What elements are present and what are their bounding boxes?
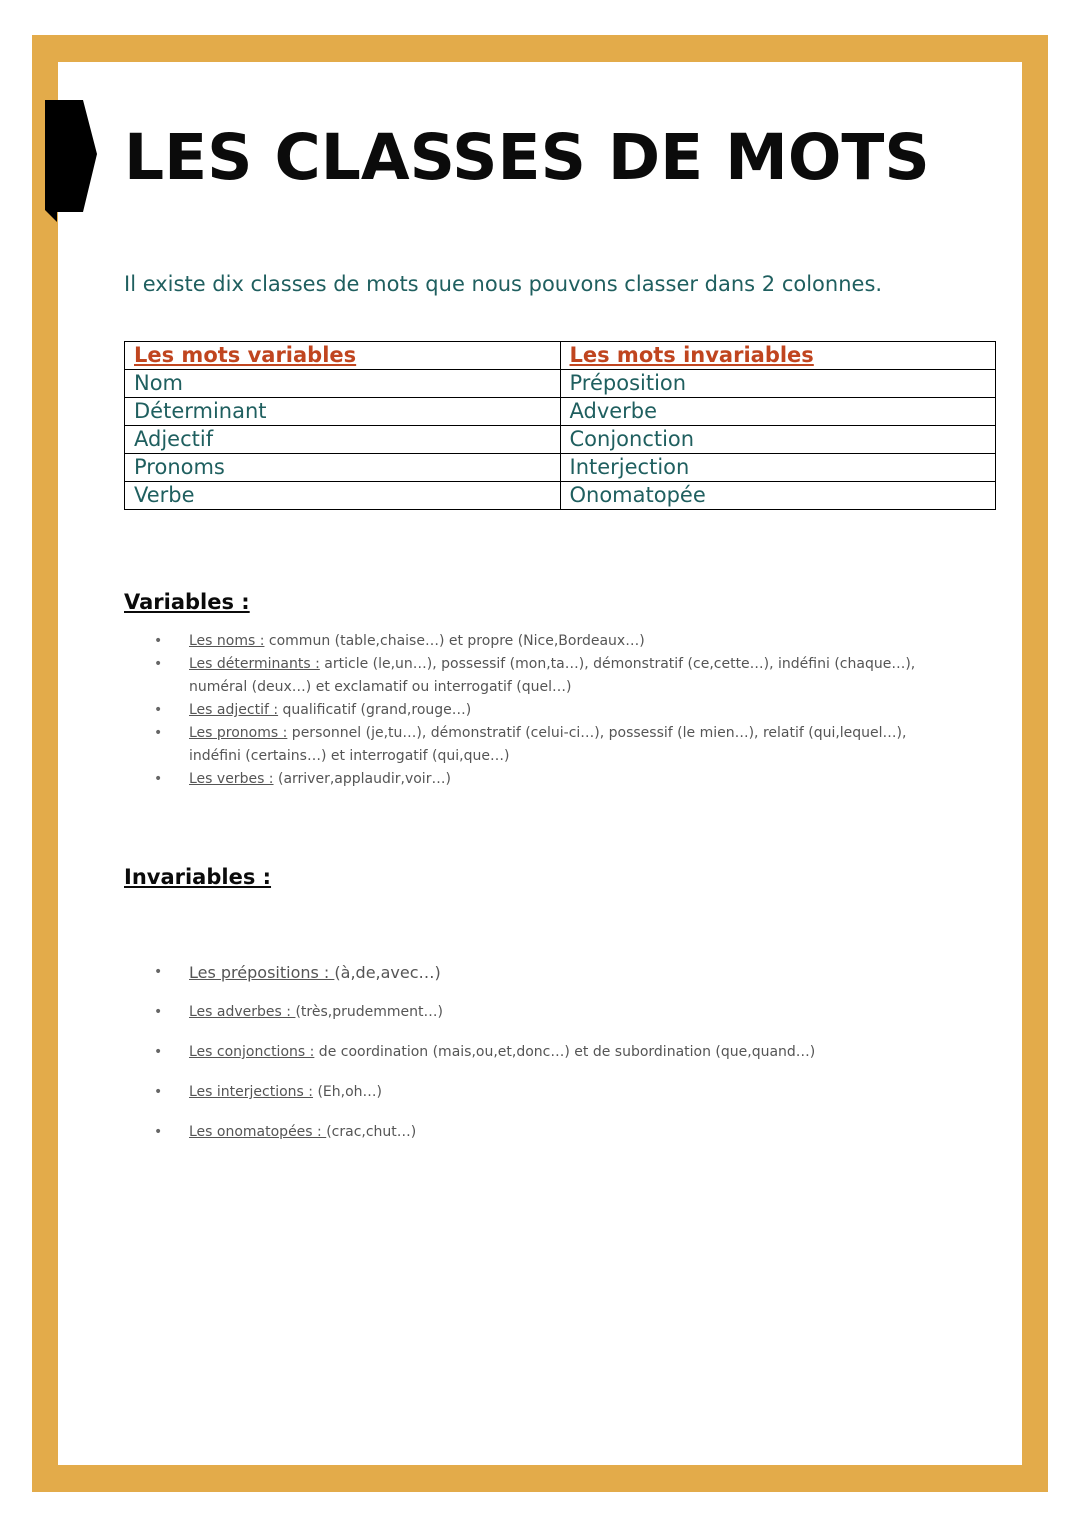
item-label: Les pronoms : (189, 725, 288, 741)
table-cell: Adverbe (560, 398, 996, 426)
item-label: Les conjonctions : (189, 1044, 315, 1060)
item-text: commun (table,chaise…) et propre (Nice,Bordeaux…) (264, 633, 645, 649)
table-cell: Préposition (560, 370, 996, 398)
header-invariables: Les mots invariables (560, 342, 996, 370)
bullet-icon: • (154, 964, 163, 980)
intro-text: Il existe dix classes de mots que nous pouvons classer dans 2 colonnes. (124, 272, 883, 296)
table-cell: Interjection (560, 454, 996, 482)
item-text: qualificatif (grand,rouge…) (278, 702, 472, 718)
table-header-row (125, 342, 996, 370)
list-item (154, 653, 934, 699)
page-title: LES CLASSES DE MOTS (124, 121, 930, 194)
list-item (154, 1121, 934, 1144)
bullet-icon: • (154, 771, 163, 787)
word-classes-table (124, 341, 996, 510)
item-text: (arriver,applaudir,voir…) (273, 771, 451, 787)
list-item (154, 961, 934, 984)
item-text: article (le,un…), possessif (mon,ta…), démonstratif (ce,cette…), indéfini (chaque…), numéral (deux…) et exclamatif ou interrogatif (quel…) (189, 656, 916, 695)
table-cell: Nom (125, 370, 561, 398)
bullet-icon: • (154, 702, 163, 718)
bullet-icon: • (154, 633, 163, 649)
list-item (154, 699, 934, 722)
table-row (125, 482, 996, 510)
item-label: Les adverbes : (189, 1004, 296, 1020)
list-item (154, 1081, 934, 1104)
list-item (154, 1001, 934, 1024)
item-label: Les adjectif : (189, 702, 279, 718)
item-text: personnel (je,tu…), démonstratif (celui-ci…), possessif (le mien…), relatif (qui,lequel…), indéfini (certains…) et interrogatif (qui,que…) (189, 725, 907, 764)
header-variables: Les mots variables (125, 342, 561, 370)
variables-heading: Variables : (124, 590, 250, 614)
bullet-icon: • (154, 656, 163, 672)
bullet-icon: • (154, 1124, 163, 1140)
table-cell: Onomatopée (560, 482, 996, 510)
table-cell: Verbe (125, 482, 561, 510)
list-item (154, 768, 934, 791)
variables-list (154, 630, 934, 791)
item-text: (crac,chut…) (326, 1124, 417, 1140)
table-row (125, 370, 996, 398)
item-label: Les interjections : (189, 1084, 314, 1100)
item-label: Les verbes : (189, 771, 274, 787)
item-label: Les prépositions : (189, 963, 335, 982)
item-text: (Eh,oh…) (313, 1084, 382, 1100)
item-text: (très,prudemment…) (295, 1004, 443, 1020)
item-label: Les déterminants : (189, 656, 320, 672)
bullet-icon: • (154, 725, 163, 741)
list-item (154, 630, 934, 653)
bullet-icon: • (154, 1004, 163, 1020)
table-cell: Pronoms (125, 454, 561, 482)
item-text: de coordination (mais,ou,et,donc…) et de subordination (que,quand…) (314, 1044, 816, 1060)
title-marker-icon (45, 100, 97, 222)
item-label: Les noms : (189, 633, 265, 649)
bullet-icon: • (154, 1084, 163, 1100)
item-text: (à,de,avec…) (334, 963, 441, 982)
bullet-icon: • (154, 1044, 163, 1060)
table-row (125, 454, 996, 482)
list-item (154, 722, 934, 768)
table-row (125, 426, 996, 454)
invariables-heading: Invariables : (124, 865, 272, 889)
list-item (154, 1041, 934, 1064)
table-cell: Conjonction (560, 426, 996, 454)
table-cell: Adjectif (125, 426, 561, 454)
table-row (125, 398, 996, 426)
item-label: Les onomatopées : (189, 1124, 327, 1140)
invariables-list (154, 961, 934, 1161)
table-cell: Déterminant (125, 398, 561, 426)
